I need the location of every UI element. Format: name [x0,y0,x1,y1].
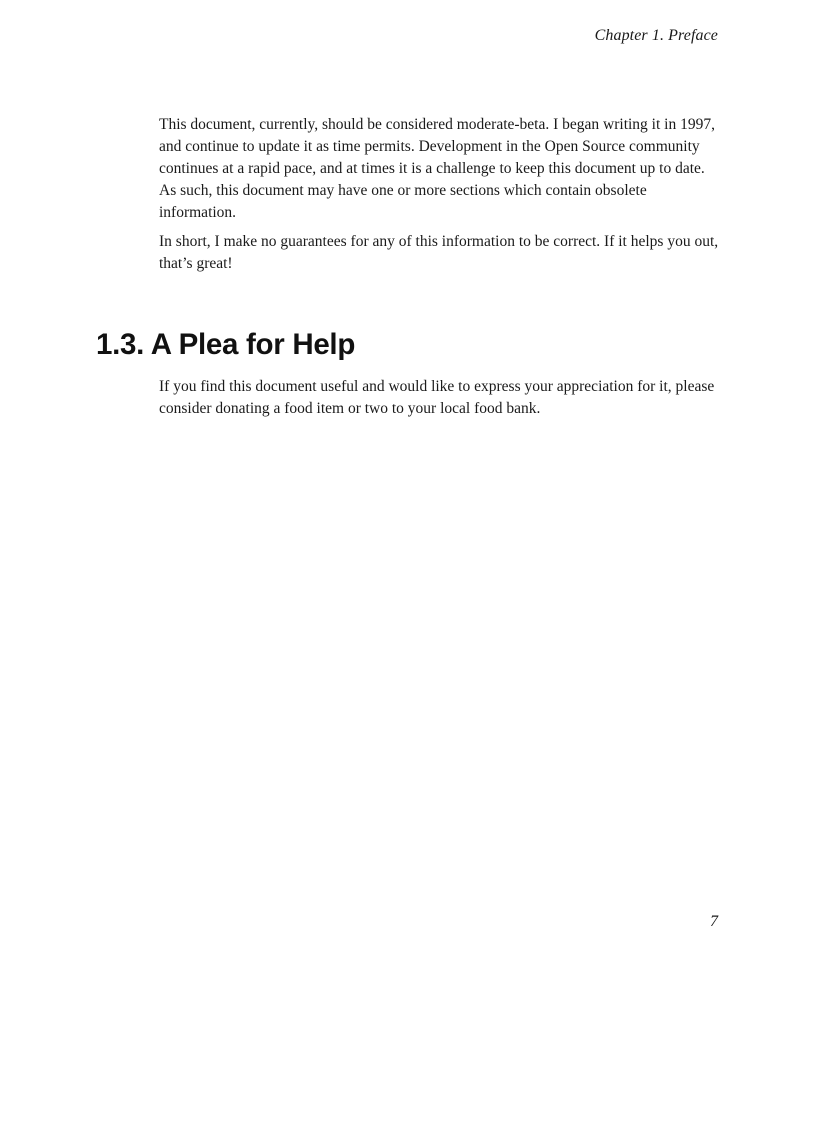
intro-paragraph: This document, currently, should be considered moderate-beta. I began writing it in 1997, and continue to update it as time permits. Development in the Open Source community continues at a rapid pace, and at times it is a challenge to keep this document up to date. As such, this document may have one or more sections which contain obsolete information. [159,116,715,221]
intro-section [159,114,719,282]
plea-paragraph: If you find this document useful and would like to express your appreciation for it, please consider donating a food item or two to your local food bank. [159,378,715,417]
plea-section [159,376,719,427]
disclaimer-paragraph: In short, I make no guarantees for any of this information to be correct. If it helps you out, that’s great! [159,233,719,272]
page-number: 7 [710,913,718,930]
section-heading: 1.3. A Plea for Help [96,328,356,361]
running-header: Chapter 1. Preface [594,27,718,44]
